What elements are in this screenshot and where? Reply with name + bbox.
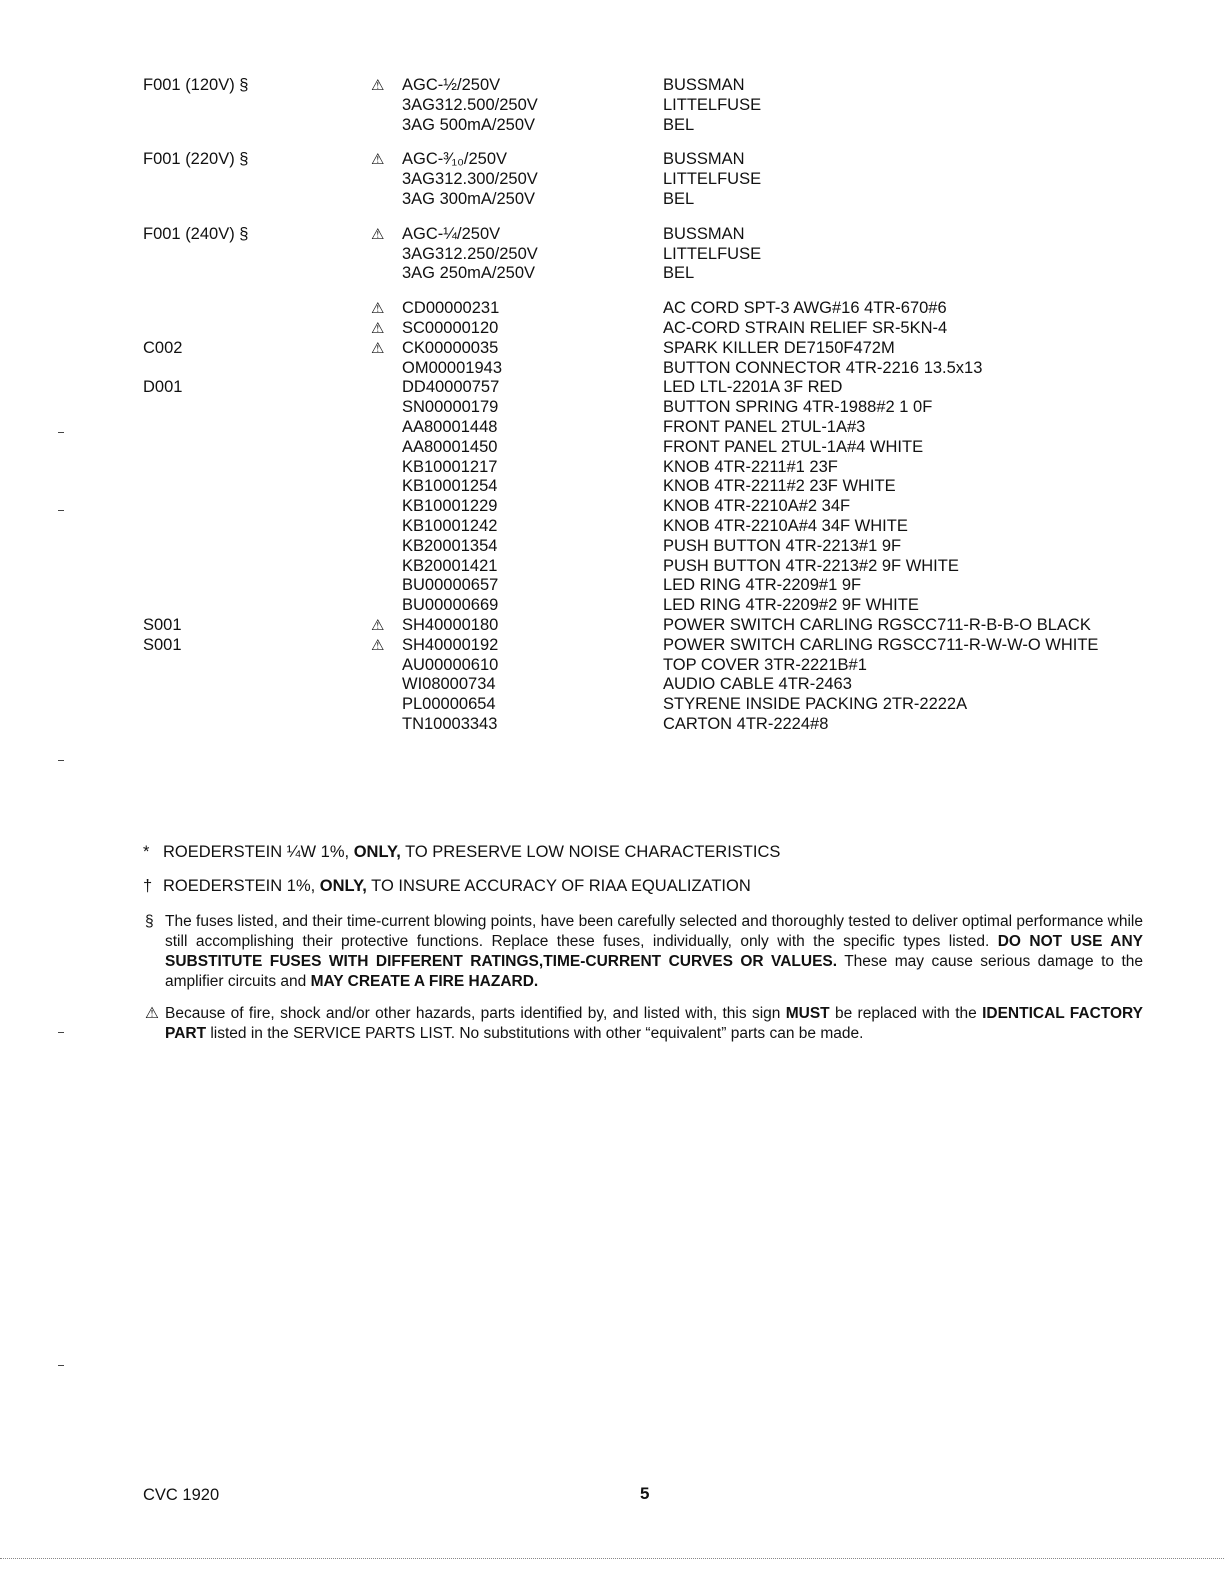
note-fuses-warning: DO NOT USE ANY SUBSTITUTE FUSES WITH DIFFERENT RATINGS,TIME-CURRENT CURVES OR VALUES. (165, 933, 1143, 970)
note-safety (143, 1004, 1143, 1044)
part-number: SH40000192 (402, 635, 499, 654)
ref-designator: D001 (143, 378, 183, 397)
part-description: TOP COVER 3TR-2221B#1 (663, 655, 867, 674)
part-number: SC00000120 (402, 318, 499, 337)
part-number: AGC-¼/250V (402, 224, 501, 243)
part-description: BEL (663, 189, 695, 208)
part-description: LITTELFUSE (663, 244, 762, 263)
part-description: STYRENE INSIDE PACKING 2TR-2222A (663, 695, 968, 714)
part-description: LED RING 4TR-2209#2 9F WHITE (663, 596, 919, 615)
parts-row (0, 225, 1224, 245)
parts-row (0, 477, 1224, 497)
part-number: AA80001450 (402, 437, 498, 456)
part-number: KB20001354 (402, 536, 498, 555)
part-number: TN10003343 (402, 714, 498, 733)
dagger-mark: † (143, 877, 153, 895)
parts-row (0, 76, 1224, 96)
part-description: AUDIO CABLE 4TR-2463 (663, 675, 852, 694)
part-number: 3AG312.500/250V (402, 95, 538, 114)
part-number: DD40000757 (402, 378, 500, 397)
ref-designator: F001 (220V) § (143, 150, 249, 169)
parts-row (0, 150, 1224, 170)
part-description: KNOB 4TR-2211#1 23F (663, 457, 838, 476)
safety-warning-icon: ⚠ (371, 151, 385, 169)
section-mark: § (145, 913, 154, 930)
safety-warning-icon: ⚠ (371, 339, 385, 357)
ref-designator: C002 (143, 338, 183, 357)
note-star (143, 840, 1143, 864)
parts-row (0, 319, 1224, 339)
note-fuses (143, 912, 1143, 992)
parts-row (0, 596, 1224, 616)
warning-triangle-icon: ⚠ (145, 1005, 159, 1022)
part-number: KB10001229 (402, 497, 498, 516)
parts-row (0, 715, 1224, 735)
scan-mark (58, 432, 64, 433)
part-number: OM00001943 (402, 358, 502, 377)
part-description: SPARK KILLER DE7150F472M (663, 338, 895, 357)
safety-warning-icon: ⚠ (371, 319, 385, 337)
part-number: WI08000734 (402, 675, 496, 694)
note-star-text-end: TO PRESERVE LOW NOISE CHARACTERISTICS (400, 843, 781, 861)
part-description: PUSH BUTTON 4TR-2213#1 9F (663, 536, 902, 555)
part-number: CD00000231 (402, 299, 500, 318)
safety-warning-icon: ⚠ (371, 616, 385, 634)
part-description: LED LTL-2201A 3F RED (663, 378, 843, 397)
part-number: BU00000669 (402, 596, 499, 615)
part-description: BUSSMAN (663, 224, 745, 243)
note-dagger-text: ROEDERSTEIN 1%, (163, 877, 320, 895)
note-fuses-text: The fuses listed, and their time-current blowing points, have been carefully selected and thoroughly tested to deliver optimal performance while still accomplishing their protective functions. Replace these fuses, individually, only with the specific types listed. (165, 913, 1143, 950)
part-number: AGC-³⁄₁₀/250V (402, 150, 508, 169)
safety-warning-icon: ⚠ (371, 636, 385, 654)
part-description: LED RING 4TR-2209#1 9F (663, 576, 862, 595)
part-number: KB20001421 (402, 556, 498, 575)
note-safety-text: Because of fire, shock and/or other hazards, parts identified by, and listed with, this sign (165, 1005, 786, 1022)
parts-row (0, 616, 1224, 636)
part-description: BEL (663, 264, 695, 283)
part-description: KNOB 4TR-2211#2 23F WHITE (663, 477, 896, 496)
part-description: LITTELFUSE (663, 170, 762, 189)
note-fuses-text-2: These may cause serious damage to the amplifier circuits and (165, 953, 1144, 990)
note-safety-text-2: be replaced with the (829, 1005, 983, 1022)
part-number: 3AG 300mA/250V (402, 189, 535, 208)
ref-designator: S001 (143, 635, 182, 654)
part-number: 3AG 500mA/250V (402, 115, 535, 134)
parts-row (0, 636, 1224, 656)
part-number: 3AG312.300/250V (402, 170, 538, 189)
parts-row (0, 339, 1224, 359)
part-number: AGC-½/250V (402, 76, 501, 94)
notes-section (143, 840, 1143, 1044)
parts-row (0, 299, 1224, 319)
parts-row (0, 656, 1224, 676)
parts-row (0, 170, 1224, 190)
parts-row (0, 438, 1224, 458)
part-description: BUTTON CONNECTOR 4TR-2216 13.5x13 (663, 358, 983, 377)
model-number: CVC 1920 (143, 1486, 220, 1504)
scan-mark (58, 1365, 64, 1366)
part-number: CK00000035 (402, 338, 499, 357)
note-safety-must: MUST (785, 1005, 830, 1022)
parts-row (0, 190, 1224, 210)
note-star-text: ROEDERSTEIN ¼W 1%, (163, 843, 354, 861)
part-description: LITTELFUSE (663, 95, 762, 114)
parts-row (0, 517, 1224, 537)
part-number: SH40000180 (402, 615, 499, 634)
parts-row (0, 537, 1224, 557)
parts-row (0, 245, 1224, 265)
part-number: KB10001254 (402, 477, 498, 496)
parts-row (0, 695, 1224, 715)
page-number: 5 (640, 1484, 650, 1503)
bottom-edge-line (0, 1558, 1224, 1559)
parts-row (0, 116, 1224, 136)
parts-row (0, 359, 1224, 379)
part-number: SN00000179 (402, 398, 499, 417)
part-description: BUTTON SPRING 4TR-1988#2 1 0F (663, 398, 933, 417)
note-dagger (143, 874, 1143, 898)
part-number: KB10001242 (402, 516, 498, 535)
note-star-emphasis: ONLY, (353, 843, 401, 861)
part-description: KNOB 4TR-2210A#2 34F (663, 497, 851, 516)
part-description: FRONT PANEL 2TUL-1A#3 (663, 417, 866, 436)
part-description: CARTON 4TR-2224#8 (663, 714, 829, 733)
part-number: AU00000610 (402, 655, 499, 674)
asterisk-mark: * (143, 843, 150, 861)
note-safety-identical-part: IDENTICAL FACTORY PART (165, 1005, 1144, 1042)
scan-mark (58, 1032, 64, 1033)
parts-row (0, 458, 1224, 478)
safety-warning-icon: ⚠ (371, 225, 385, 243)
part-number: AA80001448 (402, 417, 498, 436)
parts-row (0, 378, 1224, 398)
parts-list (0, 76, 1224, 735)
ref-designator: F001 (120V) § (143, 76, 249, 94)
parts-row (0, 557, 1224, 577)
part-description: AC-CORD STRAIN RELIEF SR-5KN-4 (663, 318, 948, 337)
part-description: FRONT PANEL 2TUL-1A#4 WHITE (663, 437, 924, 456)
part-number: PL00000654 (402, 695, 496, 714)
note-dagger-text-end: TO INSURE ACCURACY OF RIAA EQUALIZATION (366, 877, 751, 895)
scan-mark (58, 510, 64, 511)
note-safety-text-3: listed in the SERVICE PARTS LIST. No substitutions with other “equivalent” parts can be made. (206, 1025, 864, 1042)
part-description: BUSSMAN (663, 150, 745, 169)
ref-designator: F001 (240V) § (143, 224, 249, 243)
parts-row (0, 675, 1224, 695)
parts-row (0, 576, 1224, 596)
parts-row (0, 497, 1224, 517)
parts-row (0, 96, 1224, 116)
note-dagger-emphasis: ONLY, (319, 877, 367, 895)
part-number: 3AG 250mA/250V (402, 264, 535, 283)
part-description: PUSH BUTTON 4TR-2213#2 9F WHITE (663, 556, 959, 575)
safety-warning-icon: ⚠ (371, 300, 385, 318)
part-description: AC CORD SPT-3 AWG#16 4TR-670#6 (663, 299, 947, 318)
parts-row (0, 418, 1224, 438)
part-number: 3AG312.250/250V (402, 244, 538, 263)
parts-row (0, 264, 1224, 284)
part-description: BUSSMAN (663, 76, 745, 94)
safety-warning-icon: ⚠ (371, 77, 385, 94)
part-description: BEL (663, 115, 695, 134)
part-description: POWER SWITCH CARLING RGSCC711-R-W-W-O WHITE (663, 635, 1099, 654)
part-description: KNOB 4TR-2210A#4 34F WHITE (663, 516, 908, 535)
part-number: BU00000657 (402, 576, 499, 595)
part-description: POWER SWITCH CARLING RGSCC711-R-B-B-O BLACK (663, 615, 1091, 634)
parts-row (0, 398, 1224, 418)
scan-mark (58, 760, 64, 761)
note-fuses-fire-hazard: MAY CREATE A FIRE HAZARD. (310, 973, 539, 990)
part-number: KB10001217 (402, 457, 498, 476)
ref-designator: S001 (143, 615, 182, 634)
